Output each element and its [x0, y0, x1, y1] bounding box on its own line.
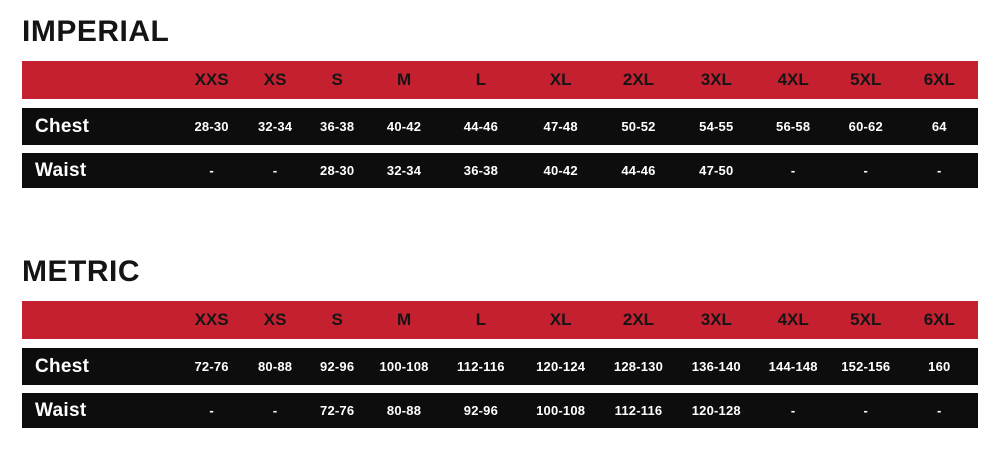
metric-chest-row: [22, 348, 978, 385]
size-value-cell: 40-42: [543, 163, 578, 178]
size-value-cell: 136-140: [691, 359, 741, 374]
size-header-s: S: [331, 310, 343, 329]
size-value-cell: 40-42: [386, 119, 422, 134]
size-value-cell: 92-96: [463, 403, 499, 418]
size-value-cell: -: [209, 403, 214, 418]
size-value-cell: 28-30: [194, 119, 229, 134]
size-value-cell: 56-58: [776, 119, 811, 134]
size-value-cell: -: [209, 163, 214, 178]
row-label: Chest: [35, 115, 90, 137]
size-value-cell: 128-130: [613, 359, 664, 374]
size-header-xs: XS: [263, 310, 287, 329]
size-value-cell: 72-76: [194, 359, 229, 374]
size-value-cell: 112-116: [614, 403, 663, 418]
size-header-6xl: 6XL: [923, 310, 955, 329]
size-header-6xl: 6XL: [923, 70, 955, 89]
imperial-size-header-row: [22, 61, 978, 99]
size-value-cell: 100-108: [379, 359, 429, 374]
size-header-xxs: XXS: [194, 310, 229, 329]
size-value-cell: 80-88: [386, 403, 422, 418]
size-value-cell: 64: [931, 119, 947, 134]
metric-size-header-row: [22, 301, 978, 339]
imperial-chest-row: [22, 108, 978, 145]
size-value-cell: 144-148: [768, 359, 818, 374]
size-header-m: M: [396, 310, 412, 329]
size-header-xs: XS: [263, 70, 287, 89]
size-value-cell: 120-124: [536, 359, 586, 374]
size-header-2xl: 2XL: [622, 310, 655, 329]
size-value-cell: 28-30: [320, 163, 355, 178]
imperial-size-chart: [22, 61, 978, 188]
size-header-5xl: 5XL: [850, 70, 882, 89]
imperial-title: IMPERIAL: [22, 15, 170, 48]
size-header-xl: XL: [549, 310, 572, 329]
size-value-cell: 54-55: [699, 119, 734, 134]
metric-size-chart: [22, 301, 978, 428]
size-value-cell: -: [863, 163, 869, 178]
size-value-cell: -: [790, 163, 796, 178]
size-value-cell: 80-88: [257, 359, 293, 374]
size-value-cell: -: [272, 163, 278, 178]
size-value-cell: 44-46: [463, 119, 499, 134]
size-header-3xl: 3XL: [700, 310, 732, 329]
size-value-cell: 100-108: [536, 403, 586, 418]
size-value-cell: -: [272, 403, 278, 418]
imperial-waist-row: [22, 153, 978, 188]
size-header-m: M: [396, 70, 412, 89]
size-value-cell: 47-48: [543, 119, 578, 134]
size-value-cell: -: [937, 163, 942, 178]
size-value-cell: 44-46: [621, 163, 656, 178]
row-label: Chest: [35, 355, 90, 377]
size-value-cell: 47-50: [699, 163, 734, 178]
row-label: Waist: [35, 159, 87, 181]
size-header-3xl: 3XL: [700, 70, 732, 89]
metric-title: METRIC: [22, 255, 140, 288]
size-value-cell: 32-34: [257, 119, 293, 134]
size-value-cell: 72-76: [320, 403, 355, 418]
size-header-l: L: [475, 310, 487, 329]
size-header-l: L: [475, 70, 487, 89]
size-header-2xl: 2XL: [622, 70, 655, 89]
size-value-cell: 92-96: [320, 359, 355, 374]
size-value-cell: 32-34: [386, 163, 422, 178]
size-header-5xl: 5XL: [850, 310, 882, 329]
row-label: Waist: [35, 399, 87, 421]
size-value-cell: 160: [928, 359, 951, 374]
size-value-cell: 120-128: [691, 403, 741, 418]
size-value-cell: 50-52: [621, 119, 656, 134]
size-value-cell: 60-62: [848, 119, 883, 134]
size-value-cell: -: [863, 403, 869, 418]
size-header-xxs: XXS: [194, 70, 229, 89]
size-header-s: S: [331, 70, 343, 89]
size-value-cell: 152-156: [841, 359, 891, 374]
size-value-cell: 112-116: [457, 359, 505, 374]
size-value-cell: -: [937, 403, 942, 418]
size-header-xl: XL: [549, 70, 572, 89]
metric-waist-row: [22, 393, 978, 428]
size-value-cell: 36-38: [320, 119, 355, 134]
size-value-cell: 36-38: [463, 163, 499, 178]
size-header-4xl: 4XL: [777, 310, 809, 329]
size-header-4xl: 4XL: [777, 70, 809, 89]
size-value-cell: -: [790, 403, 796, 418]
